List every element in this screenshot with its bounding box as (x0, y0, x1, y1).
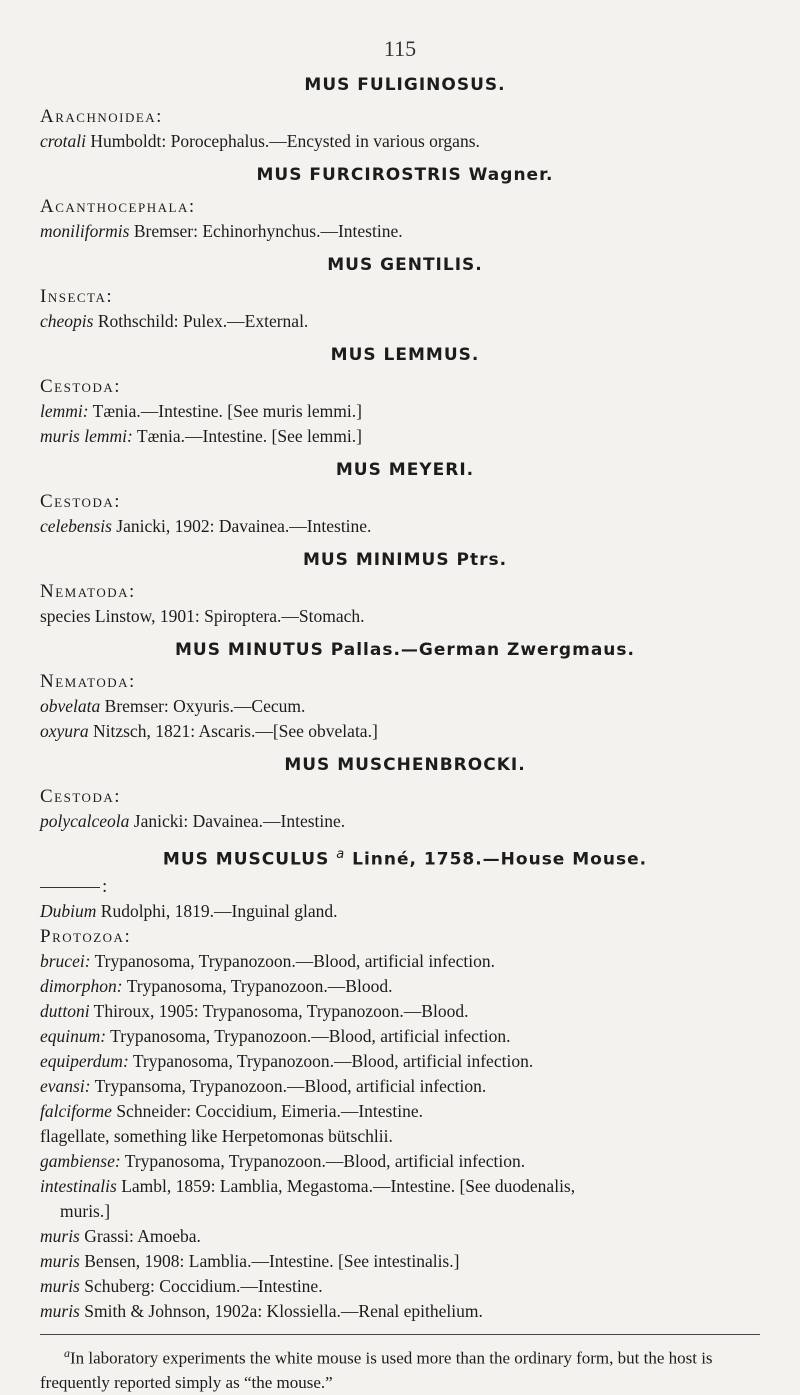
species-heading: MUS MUSCULUS $^a$ Linné, 1758.—House Mouse. (162, 847, 648, 870)
parasite-entry: gambiense: Trypanosoma, Trypanozoon.—Blood, artificial infection. (40, 1151, 526, 1171)
footnote-marker: a (336, 847, 346, 862)
species-heading: MUS MUSCHENBROCKI. (284, 755, 526, 775)
group-heading: Acanthocephala: (40, 196, 196, 217)
parasite-entry: muris Bensen, 1908: Lamblia.—Intestine. [See intestinalis.] (40, 1251, 460, 1271)
species-heading: MUS MEYERI. (335, 460, 475, 480)
footnote-marker: a (64, 1346, 70, 1360)
parasite-entry: brucei: Trypanosoma, Trypanozoon.—Blood, artificial infection. (40, 951, 495, 971)
group-heading: Cestoda: (40, 491, 121, 512)
parasite-entry: cheopis Rothschild: Pulex.—External. (40, 311, 309, 331)
parasite-entry: muris Schuberg: Coccidium.—Intestine. (40, 1276, 323, 1296)
species-section (40, 637, 770, 744)
species-heading: MUS MINUTUS Pallas.—German Zwergmaus. (175, 640, 635, 660)
parasite-entry: Dubium Rudolphi, 1819.—Inguinal gland. (40, 901, 338, 921)
species-heading: MUS FULIGINOSUS. (304, 75, 506, 95)
parasite-entry: intestinalis Lambl, 1859: Lamblia, Megastoma.—Intestine. [See duodenalis, (40, 1176, 576, 1196)
parasite-entry: celebensis Janicki, 1902: Davainea.—Intestine. (40, 516, 372, 536)
species-sections (40, 72, 770, 834)
parasite-entry: muris Smith & Johnson, 1902a: Klossiella.—Renal epithelium. (40, 1301, 483, 1321)
parasite-entry: evansi: Trypansoma, Trypanozoon.—Blood, artificial infection. (40, 1076, 487, 1096)
parasite-entry: oxyura Nitzsch, 1821: Ascaris.—[See obvelata.] (40, 721, 378, 741)
ditto-dash (40, 887, 100, 888)
species-heading: MUS GENTILIS. (327, 255, 483, 275)
species-section-musculus (40, 842, 770, 1324)
parasite-entry: falciforme Schneider: Coccidium, Eimeria.—Intestine. (40, 1101, 423, 1121)
parasite-entry: crotali Humboldt: Porocephalus.—Encysted in various organs. (40, 131, 480, 151)
species-section (40, 342, 770, 449)
species-section (40, 72, 770, 154)
footnote-rule (40, 1334, 760, 1335)
group-heading: Insecta: (40, 286, 114, 307)
parasite-entry: lemmi: Tænia.—Intestine. [See muris lemmi.] (40, 401, 362, 421)
parasite-entry: species Linstow, 1901: Spiroptera.—Stomach. (40, 606, 365, 626)
parasite-entry: muris.] (60, 1201, 111, 1221)
species-heading: MUS MINIMUS Ptrs. (302, 550, 508, 570)
parasite-entry: equinum: Trypanosoma, Trypanozoon.—Blood, artificial infection. (40, 1026, 511, 1046)
parasite-entry: muris Grassi: Amoeba. (40, 1226, 201, 1246)
parasite-entry: muris lemmi: Tænia.—Intestine. [See lemmi.] (40, 426, 362, 446)
species-section (40, 752, 770, 834)
group-heading: Nematoda: (40, 671, 136, 692)
parasite-entry: polycalceola Janicki: Davainea.—Intestine. (40, 811, 346, 831)
group-heading: Cestoda: (40, 376, 121, 397)
footnote: $^a$In laboratory experiments the white mouse is used more than the ordinary form, but the host is frequently reported simply as “the mouse.” (40, 1346, 713, 1392)
parasite-entry: equiperdum: Trypanosoma, Trypanozoon.—Blood, artificial infection. (40, 1051, 534, 1071)
page-number: 115 (383, 36, 417, 61)
parasite-entry: dimorphon: Trypanosoma, Trypanozoon.—Blood. (40, 976, 393, 996)
parasite-entry: moniliformis Bremser: Echinorhynchus.—Intestine. (40, 221, 403, 241)
group-heading: Nematoda: (40, 581, 136, 602)
species-section (40, 547, 770, 629)
group-heading-dash: : (40, 874, 770, 899)
species-section (40, 457, 770, 539)
group-heading: Protozoa: (40, 926, 132, 947)
parasite-entry: duttoni Thiroux, 1905: Trypanosoma, Trypanozoon.—Blood. (40, 1001, 469, 1021)
species-section (40, 162, 770, 244)
group-heading: Arachnoidea: (40, 106, 163, 127)
musculus-entries (40, 949, 770, 1324)
species-section (40, 252, 770, 334)
species-heading: MUS FURCIROSTRIS Wagner. (256, 165, 554, 185)
species-heading: MUS LEMMUS. (330, 345, 480, 365)
page-content (40, 72, 770, 1395)
group-heading: Cestoda: (40, 786, 121, 807)
parasite-entry: flagellate, something like Herpetomonas bütschlii. (40, 1126, 393, 1146)
parasite-entry: obvelata Bremser: Oxyuris.—Cecum. (40, 696, 306, 716)
